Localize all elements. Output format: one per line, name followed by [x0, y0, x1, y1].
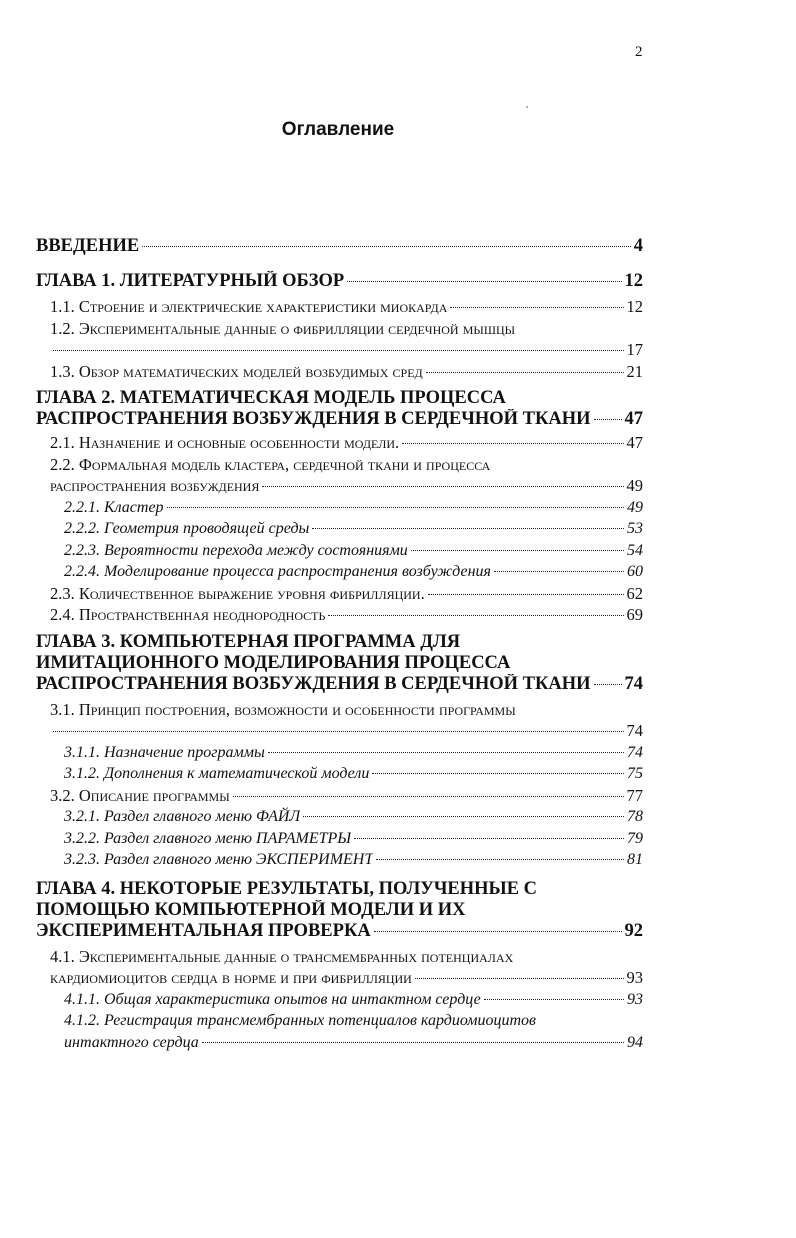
scan-speck — [526, 106, 528, 108]
toc-entry-text: ГЛАВА 2. МАТЕМАТИЧЕСКАЯ МОДЕЛЬ ПРОЦЕССА — [36, 388, 506, 408]
toc-page-number: 47 — [624, 409, 643, 429]
dot-leader — [233, 796, 624, 797]
dot-leader — [53, 350, 624, 351]
toc-page-number: 94 — [627, 1033, 643, 1051]
toc-page-number: 17 — [626, 340, 643, 359]
toc-entry-subsection[interactable] — [36, 1010, 643, 1053]
toc-page-number: 75 — [627, 765, 643, 782]
toc-entry-text: ЭКСПЕРИМЕНТАЛЬНАЯ ПРОВЕРКА — [36, 920, 371, 941]
toc-page-number: 49 — [626, 476, 643, 495]
toc-entry-section[interactable] — [36, 946, 643, 989]
toc-page-number: 93 — [626, 968, 643, 987]
toc-entry-text: ГЛАВА 3. КОМПЬЮТЕРНАЯ ПРОГРАММА ДЛЯ — [36, 631, 461, 652]
dot-leader — [372, 773, 624, 774]
toc-entry-text: 3.2.1. Раздел главного меню ФАЙЛ — [64, 808, 301, 825]
toc-entry-text: РАСПРОСТРАНЕНИЯ ВОЗБУЖДЕНИЯ В СЕРДЕЧНОЙ ТКАНИ — [36, 409, 591, 429]
toc-entry-text: 2.1. Назначение и основные особенности модели. — [50, 433, 400, 452]
dot-leader — [328, 615, 623, 616]
table-of-contents — [36, 236, 643, 1053]
toc-entry-chapter[interactable] — [36, 632, 643, 695]
toc-page-number: 81 — [627, 851, 643, 868]
toc-entry-text: 2.2.1. Кластер — [64, 498, 164, 516]
toc-entry-text: ГЛАВА 4. НЕКОТОРЫЕ РЕЗУЛЬТАТЫ, ПОЛУЧЕННЫЕ С — [36, 878, 538, 899]
dot-leader — [374, 931, 622, 932]
dot-leader — [494, 571, 624, 572]
toc-page-number: 53 — [627, 520, 643, 537]
dot-leader — [202, 1042, 624, 1043]
toc-entry-section[interactable] — [36, 318, 643, 361]
toc-page-number: 62 — [626, 583, 643, 603]
dot-leader — [262, 486, 623, 487]
toc-entry-text: 2.2.3. Вероятности перехода между состояниями — [64, 541, 408, 559]
dot-leader — [415, 978, 624, 979]
toc-entry-subsection[interactable] — [36, 518, 643, 540]
toc-page-number: 60 — [627, 563, 643, 580]
toc-page-number: 69 — [626, 605, 643, 624]
toc-entry-section[interactable] — [36, 361, 643, 383]
toc-entry-section[interactable] — [36, 432, 643, 454]
toc-entry-text: распространения возбуждения — [50, 476, 260, 495]
toc-entry-text: 1.1. Строение и электрические характеристики миокарда — [50, 297, 448, 316]
toc-entry-subsection[interactable] — [36, 806, 643, 828]
page-title: Оглавление — [281, 119, 395, 140]
toc-entry-section[interactable] — [36, 454, 643, 497]
dot-leader — [450, 307, 623, 308]
toc-entry-chapter[interactable] — [36, 271, 643, 292]
toc-page-number: 12 — [626, 297, 643, 316]
dot-leader — [594, 419, 622, 420]
toc-page-number: 4 — [633, 236, 643, 256]
toc-entry-text: РАСПРОСТРАНЕНИЯ ВОЗБУЖДЕНИЯ В СЕРДЕЧНОЙ ТКАНИ — [36, 673, 591, 694]
toc-page-number: 49 — [627, 498, 643, 516]
toc-page-number: 54 — [627, 541, 643, 559]
toc-entry-text: ИМИТАЦИОННОГО МОДЕЛИРОВАНИЯ ПРОЦЕССА — [36, 652, 511, 673]
dot-leader — [312, 528, 624, 529]
toc-entry-text: 3.2. Описание программы — [50, 785, 230, 805]
toc-page-number: 74 — [624, 673, 643, 694]
toc-entry-subsection[interactable] — [36, 742, 643, 764]
toc-entry-text: интактного сердца — [64, 1033, 199, 1051]
toc-entry-section[interactable] — [36, 699, 643, 742]
page-number: 2 — [635, 44, 643, 60]
toc-entry-text: 2.2. Формальная модель кластера, сердечной ткани и процесса — [50, 454, 491, 474]
toc-entry-text: кардиомиоцитов сердца в норме и при фибрилляции — [50, 968, 412, 987]
toc-entry-subsection[interactable] — [36, 561, 643, 583]
toc-entry-chapter[interactable] — [36, 236, 643, 257]
toc-entry-subsection[interactable] — [36, 989, 643, 1011]
toc-entry-text: 4.1.1. Общая характеристика опытов на интактном сердце — [64, 990, 481, 1008]
toc-entry-subsection[interactable] — [36, 497, 643, 519]
toc-entry-subsection[interactable] — [36, 540, 643, 562]
toc-page-number: 93 — [627, 990, 643, 1008]
dot-leader — [142, 246, 631, 247]
toc-page-number: 78 — [627, 808, 643, 825]
toc-entry-section[interactable] — [36, 296, 643, 318]
toc-page-number: 77 — [626, 785, 643, 805]
dot-leader — [411, 550, 624, 551]
dot-leader — [53, 731, 624, 732]
toc-entry-subsection[interactable] — [36, 849, 643, 871]
toc-entry-section[interactable] — [36, 604, 643, 626]
toc-entry-text: 3.1. Принцип построения, возможности и особенности программы — [50, 699, 516, 719]
dot-leader — [402, 443, 623, 444]
toc-entry-subsection[interactable] — [36, 828, 643, 850]
toc-entry-text: 4.1.2. Регистрация трансмембранных потенциалов кардиомиоцитов — [64, 1012, 536, 1029]
toc-entry-text: 2.2.4. Моделирование процесса распространения возбуждения — [64, 563, 491, 580]
dot-leader — [594, 684, 622, 685]
toc-page-number: 47 — [626, 433, 643, 452]
toc-entry-subsection[interactable] — [36, 763, 643, 785]
toc-entry-chapter[interactable] — [36, 388, 643, 430]
toc-page-number: 74 — [627, 743, 643, 761]
toc-page-number: 21 — [626, 361, 643, 381]
toc-entry-text: ПОМОЩЬЮ КОМПЬЮТЕРНОЙ МОДЕЛИ И ИХ — [36, 899, 466, 920]
dot-leader — [428, 594, 624, 595]
toc-entry-text: 2.2.2. Геометрия проводящей среды — [64, 520, 310, 537]
dot-leader — [426, 372, 624, 373]
dot-leader — [484, 999, 624, 1000]
dot-leader — [303, 816, 624, 817]
toc-entry-text: 2.3. Количественное выражение уровня фибрилляции. — [50, 583, 425, 603]
toc-entry-chapter[interactable] — [36, 879, 643, 942]
toc-entry-text: 4.1. Экспериментальные данные о трансмембранных потенциалах — [50, 946, 514, 966]
toc-entry-text: 1.2. Экспериментальные данные о фибрилляции сердечной мышцы — [50, 318, 516, 338]
toc-entry-text: 2.4. Пространственная неоднородность — [50, 605, 326, 624]
toc-entry-text: 3.1.2. Дополнения к математической модели — [64, 765, 370, 782]
dot-leader — [268, 752, 624, 753]
toc-entry-text: ВВЕДЕНИЕ — [36, 236, 140, 256]
toc-entry-text: 3.1.1. Назначение программы — [64, 743, 265, 761]
dot-leader — [347, 281, 621, 282]
toc-page-number: 92 — [624, 920, 643, 941]
toc-entry-text: 3.2.3. Раздел главного меню ЭКСПЕРИМЕНТ — [64, 851, 374, 868]
toc-page-number: 12 — [624, 271, 643, 291]
dot-leader — [354, 838, 624, 839]
toc-entry-text: 3.2.2. Раздел главного меню ПАРАМЕТРЫ — [64, 829, 352, 847]
toc-page-number: 79 — [627, 829, 643, 847]
toc-entry-section[interactable] — [36, 785, 643, 807]
toc-entry-text: 1.3. Обзор математических моделей возбудимых сред — [50, 361, 423, 381]
toc-entry-text: ГЛАВА 1. ЛИТЕРАТУРНЫЙ ОБЗОР — [36, 271, 345, 291]
toc-entry-section[interactable] — [36, 583, 643, 605]
dot-leader — [167, 507, 624, 508]
toc-page-number: 74 — [626, 721, 643, 740]
dot-leader — [376, 859, 624, 860]
